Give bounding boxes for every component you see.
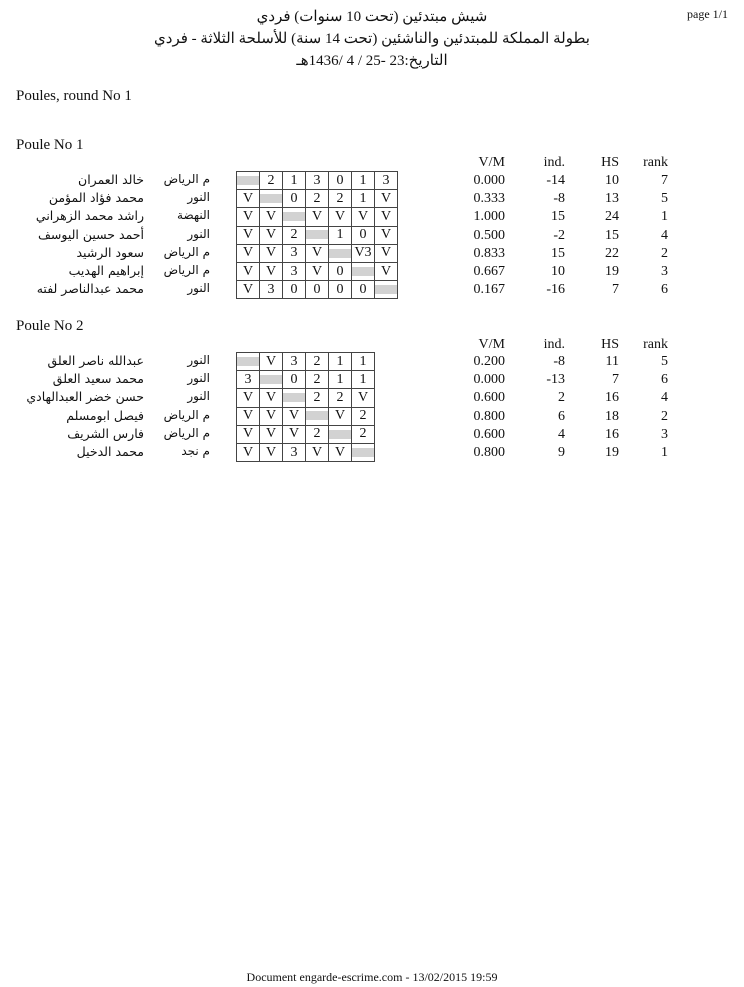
stat-vm: 0.333: [473, 191, 505, 207]
bout-cell: V: [260, 226, 283, 244]
bout-cell: 2: [329, 389, 352, 407]
poule-row: [237, 208, 398, 226]
stat-hs: 16: [605, 426, 619, 442]
bout-cell: V: [352, 208, 375, 226]
bout-cell: 2: [306, 190, 329, 208]
bout-cell: 0: [283, 371, 306, 389]
stat-rank: 1: [661, 209, 668, 225]
bout-cell: [352, 262, 375, 280]
bout-cell: V: [306, 262, 329, 280]
bout-cell: [329, 244, 352, 262]
stat-rank: 5: [661, 191, 668, 207]
bout-cell: [352, 443, 375, 461]
bout-cell: 2: [329, 190, 352, 208]
bout-cell: 2: [306, 389, 329, 407]
stat-ind: 15: [551, 245, 565, 261]
bout-cell: [283, 208, 306, 226]
stat-hs: 22: [605, 245, 619, 261]
fencer-name: إبراهيم الهديب: [68, 263, 144, 278]
col-header-rank: rank: [643, 155, 668, 170]
fencer-club: النور: [187, 371, 210, 386]
stat-rank: 1: [661, 445, 668, 460]
stat-hs: 7: [612, 282, 619, 298]
col-header-vm: V/M: [478, 155, 505, 170]
fencer-name: محمد الدخيل: [76, 444, 144, 459]
bout-cell: 0: [329, 281, 352, 299]
fencer-club: م نجد: [181, 444, 210, 458]
stat-vm: 0.800: [473, 408, 505, 424]
bout-cell: V: [237, 425, 260, 443]
bout-cell: 3: [260, 281, 283, 299]
bout-cell: [329, 425, 352, 443]
fencer-club: النور: [187, 389, 210, 404]
bout-cell: 0: [329, 262, 352, 280]
poule-row: [237, 353, 375, 371]
bout-cell: 1: [352, 371, 375, 389]
stat-hs: 11: [605, 354, 619, 369]
stat-vm: 0.500: [473, 227, 505, 243]
bout-cell: V: [375, 208, 398, 226]
stat-ind: 4: [558, 426, 565, 442]
bout-cell: V: [375, 244, 398, 262]
fencer-club: النور: [187, 226, 210, 241]
fencer-name: فارس الشريف: [67, 425, 144, 441]
poule-grid: [236, 352, 375, 462]
self-bout-blank: [237, 176, 259, 185]
bout-cell: V: [352, 389, 375, 407]
bout-cell: 0: [352, 226, 375, 244]
bout-cell: 1: [329, 226, 352, 244]
bout-cell: V: [375, 262, 398, 280]
bout-cell: V: [329, 443, 352, 461]
bout-cell: V: [237, 281, 260, 299]
fencer-name: عبدالله ناصر العلق: [47, 353, 144, 368]
stat-rank: 2: [661, 245, 668, 261]
bout-cell: V: [237, 407, 260, 425]
bout-cell: 1: [283, 172, 306, 190]
self-bout-blank: [306, 411, 328, 420]
bout-cell: V: [260, 353, 283, 371]
poule-row: [237, 172, 398, 190]
bout-cell: 3: [237, 371, 260, 389]
stat-hs: 7: [612, 372, 619, 388]
fencer-club: النور: [187, 353, 210, 367]
bout-cell: [375, 281, 398, 299]
bout-cell: 2: [306, 425, 329, 443]
bout-cell: V: [375, 226, 398, 244]
stat-vm: 0.600: [473, 390, 505, 406]
stat-ind: 6: [558, 408, 565, 424]
poule-row: [237, 407, 375, 425]
col-header-ind: ind.: [543, 337, 565, 352]
poule-row: [237, 443, 375, 461]
bout-cell: 0: [329, 172, 352, 190]
header-date: التاريخ:23 -25 / 4 /1436هـ: [296, 53, 448, 69]
stat-rank: 3: [661, 264, 668, 279]
poule-row: [237, 226, 398, 244]
bout-cell: V: [260, 262, 283, 280]
stat-ind: 10: [551, 264, 565, 279]
bout-cell: V: [237, 389, 260, 407]
bout-cell: [260, 190, 283, 208]
bout-cell: 0: [306, 281, 329, 299]
stat-hs: 16: [605, 390, 619, 406]
fencer-name: محمد سعيد العلق: [52, 371, 144, 387]
stat-ind: 9: [558, 445, 565, 460]
bout-cell: [237, 353, 260, 371]
stat-ind: -8: [553, 191, 565, 207]
fencer-club: النور: [187, 190, 210, 205]
self-bout-blank: [306, 230, 328, 239]
stat-ind: -2: [553, 227, 565, 243]
stat-rank: 5: [661, 354, 668, 369]
poule-row: [237, 190, 398, 208]
bout-cell: V: [260, 244, 283, 262]
stat-vm: 0.600: [473, 426, 505, 442]
self-bout-blank: [329, 430, 351, 439]
stat-rank: 2: [661, 408, 668, 424]
stat-rank: 3: [661, 426, 668, 442]
stat-rank: 4: [661, 390, 668, 406]
bout-cell: [237, 172, 260, 190]
bout-cell: V: [375, 190, 398, 208]
bout-cell: 3: [283, 244, 306, 262]
bout-cell: 1: [329, 353, 352, 371]
stat-vm: 0.000: [473, 173, 505, 188]
header-title: شيش مبتدئين (تحت 10 سنوات) فردي: [256, 9, 488, 25]
fencer-name: خالد العمران: [78, 172, 144, 187]
self-bout-blank: [375, 285, 397, 294]
col-header-rank: rank: [643, 337, 668, 352]
fencer-club: النور: [187, 281, 210, 296]
poule-row: [237, 262, 398, 280]
bout-cell: V: [283, 407, 306, 425]
stat-vm: 1.000: [473, 209, 505, 225]
bout-cell: V: [260, 389, 283, 407]
bout-cell: 2: [306, 353, 329, 371]
fencer-name: راشد محمد الزهراني: [35, 208, 144, 224]
poule-title: Poule No 2: [16, 318, 84, 334]
poule-row: [237, 389, 375, 407]
stat-vm: 0.200: [473, 354, 505, 369]
bout-cell: V: [260, 208, 283, 226]
bout-cell: V: [306, 208, 329, 226]
stat-ind: -8: [553, 354, 565, 369]
bout-cell: V: [237, 443, 260, 461]
stat-rank: 6: [661, 282, 668, 298]
stat-ind: -14: [546, 173, 565, 188]
bout-cell: 2: [352, 425, 375, 443]
bout-cell: V: [237, 244, 260, 262]
stat-vm: 0.667: [473, 264, 505, 279]
col-header-ind: ind.: [543, 155, 565, 170]
col-header-vm: V/M: [478, 337, 505, 352]
poule-grid: [236, 171, 398, 299]
stat-hs: 19: [605, 445, 619, 460]
bout-cell: 2: [306, 371, 329, 389]
bout-cell: V: [329, 208, 352, 226]
bout-cell: 0: [283, 281, 306, 299]
stat-rank: 6: [661, 372, 668, 388]
stat-vm: 0.833: [473, 245, 505, 261]
self-bout-blank: [237, 357, 259, 366]
self-bout-blank: [352, 267, 374, 276]
bout-cell: V: [237, 262, 260, 280]
bout-cell: 2: [352, 407, 375, 425]
bout-cell: V: [260, 443, 283, 461]
stat-hs: 15: [605, 227, 619, 243]
bout-cell: 1: [329, 371, 352, 389]
stat-rank: 7: [661, 173, 668, 188]
fencer-club: م الرياض: [163, 263, 210, 277]
bout-cell: V: [237, 190, 260, 208]
bout-cell: V: [237, 208, 260, 226]
bout-cell: 3: [283, 443, 306, 461]
stat-vm: 0.000: [473, 372, 505, 388]
bout-cell: 1: [352, 172, 375, 190]
bout-cell: 3: [375, 172, 398, 190]
stat-ind: 2: [558, 390, 565, 406]
self-bout-blank: [260, 375, 282, 384]
bout-cell: 2: [260, 172, 283, 190]
stat-hs: 13: [605, 191, 619, 207]
self-bout-blank: [329, 249, 351, 258]
fencer-name: حسن خضر العبدالهادي: [26, 389, 144, 405]
fencer-club: النهضة: [177, 208, 210, 223]
stat-hs: 24: [605, 209, 619, 225]
bout-cell: [283, 389, 306, 407]
bout-cell: [306, 407, 329, 425]
bout-cell: 3: [306, 172, 329, 190]
bout-cell: V: [329, 407, 352, 425]
fencer-name: سعود الرشيد: [76, 244, 144, 260]
poule-row: [237, 281, 398, 299]
poule-row: [237, 244, 398, 262]
bout-cell: V: [306, 443, 329, 461]
col-header-hs: HS: [601, 337, 619, 352]
round-title: Poules, round No 1: [16, 88, 132, 104]
poule-title: Poule No 1: [16, 137, 84, 153]
self-bout-blank: [283, 212, 305, 221]
stat-ind: -16: [546, 282, 565, 298]
bout-cell: V: [237, 226, 260, 244]
fencer-name: فيصل ابومسلم: [66, 407, 144, 423]
self-bout-blank: [260, 194, 282, 203]
bout-cell: 1: [352, 190, 375, 208]
stat-hs: 19: [605, 264, 619, 279]
bout-cell: 3: [283, 262, 306, 280]
bout-cell: [260, 371, 283, 389]
bout-cell: 1: [352, 353, 375, 371]
fencer-club: م الرياض: [163, 244, 210, 259]
bout-cell: [306, 226, 329, 244]
bout-cell: 0: [352, 281, 375, 299]
stat-vm: 0.800: [473, 445, 505, 460]
fencer-club: م الرياض: [163, 407, 210, 422]
page-number: page 1/1: [687, 7, 728, 21]
fencer-club: م الرياض: [163, 425, 210, 440]
stat-vm: 0.167: [473, 282, 505, 298]
stat-ind: 15: [551, 209, 565, 225]
self-bout-blank: [352, 448, 374, 457]
stat-hs: 18: [605, 408, 619, 424]
fencer-name: أحمد حسين اليوسف: [37, 226, 144, 242]
header-competition: بطولة المملكة للمبتدئين والناشئين (تحت 14 سنة) للأسلحة الثلاثة - فردي: [154, 31, 590, 47]
bout-cell: V: [306, 244, 329, 262]
fencer-name: محمد عبدالناصر لفته: [36, 281, 144, 297]
poule-row: [237, 425, 375, 443]
bout-cell: 0: [283, 190, 306, 208]
bout-cell: 3: [283, 353, 306, 371]
stat-ind: -13: [546, 372, 565, 388]
stat-rank: 4: [661, 227, 668, 243]
footer: Document engarde-escrime.com - 13/02/2015 19:59: [246, 970, 498, 984]
self-bout-blank: [283, 393, 305, 402]
fencer-club: م الرياض: [163, 172, 210, 186]
bout-cell: V3: [352, 244, 375, 262]
stat-hs: 10: [605, 173, 619, 188]
poule-row: [237, 371, 375, 389]
bout-cell: V: [283, 425, 306, 443]
bout-cell: V: [260, 407, 283, 425]
fencer-name: محمد فؤاد المؤمن: [48, 190, 144, 206]
col-header-hs: HS: [601, 155, 619, 170]
bout-cell: 2: [283, 226, 306, 244]
bout-cell: V: [260, 425, 283, 443]
